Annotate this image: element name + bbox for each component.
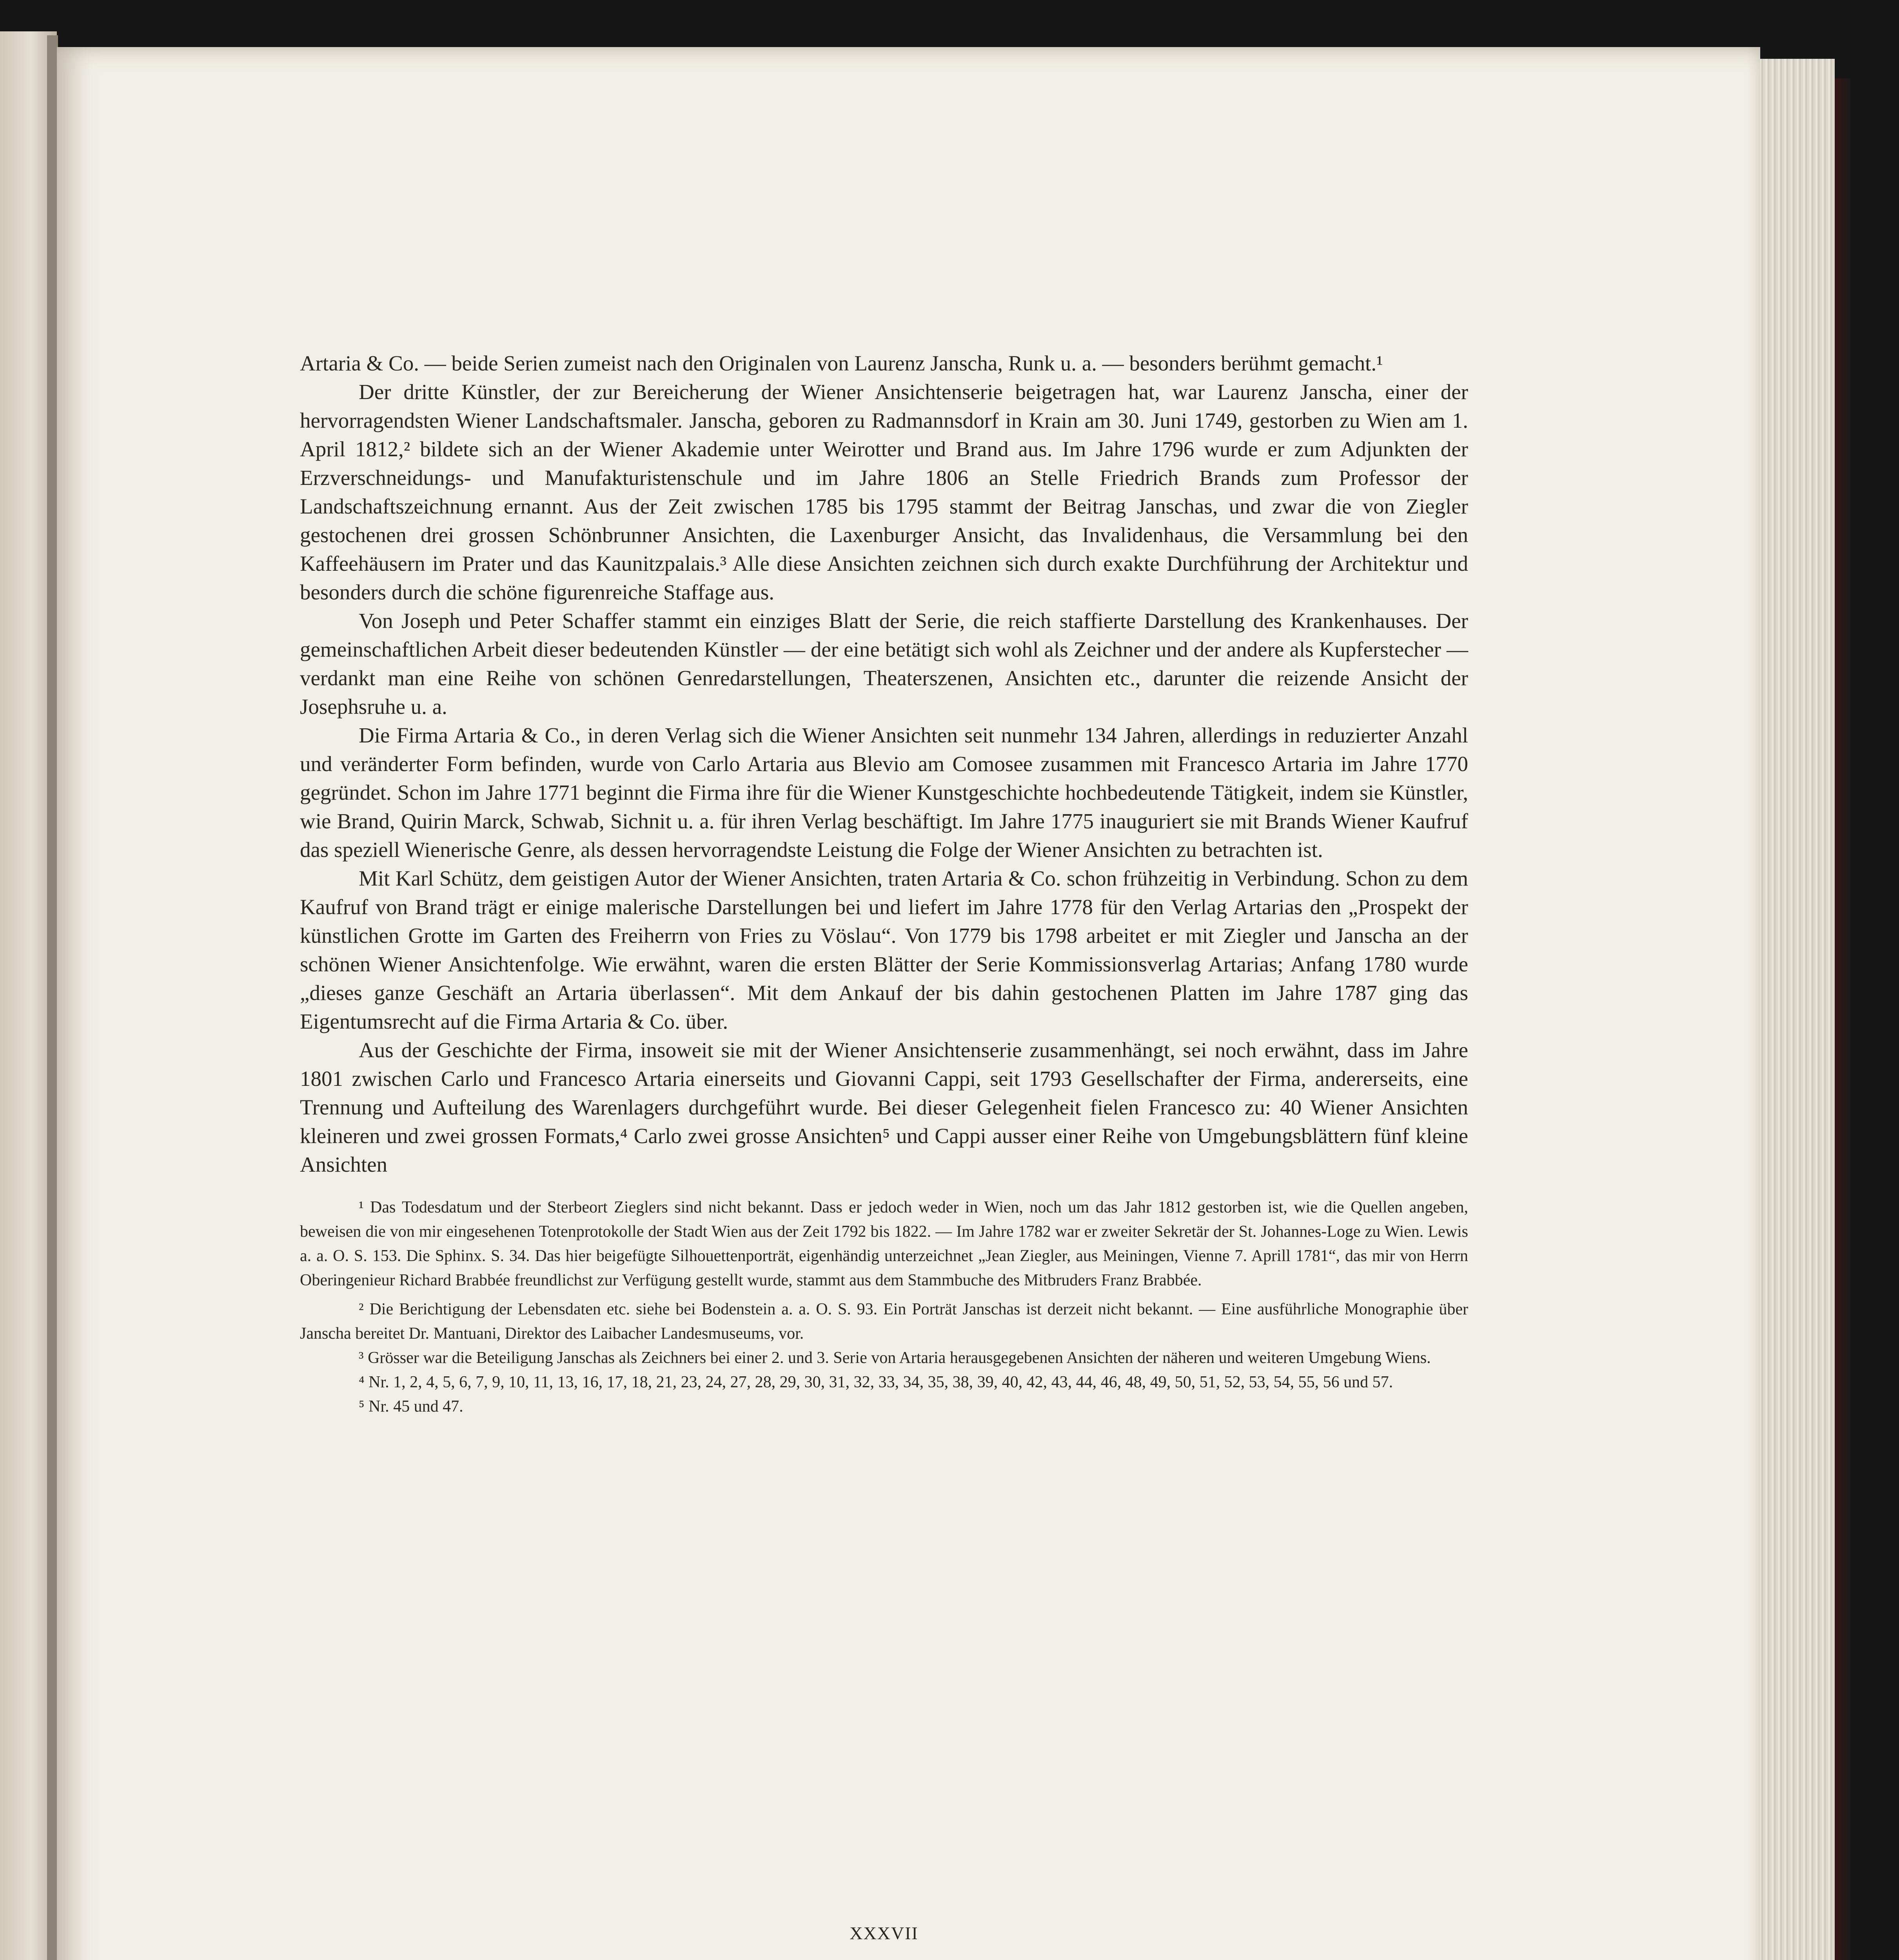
footnote: ³ Grösser war die Beteiligung Janschas als Zeichners bei einer 2. und 3. Serie von Artaria herausgegebenen Ansichten der näheren und weiteren Umgebung Wiens. xyxy=(359,1349,1431,1367)
footnote: ⁵ Nr. 45 und 47. xyxy=(359,1397,463,1416)
paragraph: Aus der Geschichte der Firma, insoweit sie mit der Wiener Ansichtenserie zusammenhängt, sei noch erwähnt, dass im Jahre 1801 zwischen Carlo und Francesco Artaria einerseits und Giovanni Cappi, seit 1793 Gesellschafter der Firma, andererseits, eine Trennung und Aufteilung des Warenlagers durchgeführt wurde. Bei dieser Gelegenheit fielen Francesco zu: 40 Wiener Ansichten kleineren und zwei grossen Formats,⁴ Carlo zwei grosse Ansichten⁵ und Cappi ausser einer Reihe von Umgebungsblättern fünf kleine Ansichten xyxy=(300,1038,1468,1176)
footnote: ² Die Berichtigung der Lebensdaten etc. siehe bei Bodenstein a. a. O. S. 93. Ein Porträt Janschas ist derzeit nicht bekannt. — Eine ausführliche Monographie über Janscha bereitet Dr. Mantuani, Direktor des Laibacher Landesmuseums, vor. xyxy=(300,1300,1468,1343)
book-gutter xyxy=(47,35,58,1960)
paragraph: Von Joseph und Peter Schaffer stammt ein einziges Blatt der Serie, die reich staffierte Darstellung des Krankenhauses. Der gemeinschaftlichen Arbeit dieser bedeutenden Künstler — der eine betätigt sich wohl als Zeichner und der andere als Kupferstecher — verdankt man eine Reihe von schönen Genredarstellungen, Theaterszenen, Ansichten etc., darunter die reizende Ansicht der Josephsruhe u. a. xyxy=(300,609,1468,719)
paragraph: Artaria & Co. — beide Serien zumeist nach den Originalen von Laurenz Janscha, Runk u. a. — besonders berühmt gemacht.¹ xyxy=(300,351,1383,375)
document-page xyxy=(57,47,1760,1960)
footnotes xyxy=(300,1195,1468,1419)
paragraph: Die Firma Artaria & Co., in deren Verlag sich die Wiener Ansichten seit nunmehr 134 Jahren, allerdings in reduzierter Anzahl und veränderter Form befinden, wurde von Carlo Artaria aus Blevio am Comosee zusammen mit Francesco Artaria im Jahre 1770 gegründet. Schon im Jahre 1771 beginnt die Firma ihre für die Wiener Kunstgeschichte hochbedeutende Tätigkeit, indem sie Künstler, wie Brand, Quirin Marck, Schwab, Sichnit u. a. für ihren Verlag beschäftigt. Im Jahre 1775 inauguriert sie mit Brands Wiener Kaufruf das speziell Wienerische Genre, als dessen hervorragendste Leistung die Folge der Wiener Ansichten zu betrachten ist. xyxy=(300,723,1468,862)
paragraph: Mit Karl Schütz, dem geistigen Autor der Wiener Ansichten, traten Artaria & Co. schon frühzeitig in Verbindung. Schon zu dem Kaufruf von Brand trägt er einige malerische Darstellungen bei und liefert im Jahre 1778 für den Verlag Artarias den „Prospekt der künstlichen Grotte im Garten des Freiherrn von Fries zu Vöslau“. Von 1779 bis 1798 arbeitet er mit Ziegler und Janscha an der schönen Wiener Ansichtenfolge. Wie erwähnt, waren die ersten Blätter der Serie Kommissionsverlag Artarias; Anfang 1780 wurde „dieses ganze Geschäft an Artaria überlassen“. Mit dem Ankauf der bis dahin gestochenen Platten im Jahre 1787 ging das Eigentumsrecht auf die Firma Artaria & Co. über. xyxy=(300,866,1468,1033)
footnote: ¹ Das Todesdatum und der Sterbeort Zieglers sind nicht bekannt. Dass er jedoch weder in Wien, noch um das Jahr 1812 gestorben ist, wie die Quellen angeben, beweisen die von mir eingesehenen Totenprotokolle der Stadt Wien aus der Zeit 1792 bis 1822. — Im Jahre 1782 war er zweiter Sekretär der St. Johannes-Loge zu Wien. Lewis a. a. O. S. 153. Die Sphinx. S. 34. Das hier beigefügte Silhouettenporträt, eigenhändig unterzeichnet „Jean Ziegler, aus Meiningen, Vienne 7. Aprill 1781“, das mir von Herrn Oberingenieur Richard Brabbée freundlichst zur Verfügung gestellt wurde, stammt aus dem Stammbuche des Mitbruders Franz Brabbée. xyxy=(300,1198,1468,1289)
paragraph: Der dritte Künstler, der zur Bereicherung der Wiener Ansichtenserie beigetragen hat, war Laurenz Janscha, einer der hervorragendsten Wiener Landschaftsmaler. Janscha, geboren zu Radmannsdorf in Krain am 30. Juni 1749, gestorben zu Wien am 1. April 1812,² bildete sich an der Wiener Akademie unter Weirotter und Brand aus. Im Jahre 1796 wurde er zum Adjunkten der Erzverschneidungs- und Manufakturistenschule und im Jahre 1806 an Stelle Friedrich Brands zum Professor der Landschaftszeichnung ernannt. Aus der Zeit zwischen 1785 bis 1795 stammt der Beitrag Janschas, und zwar die von Ziegler gestochenen drei grossen Schönbrunner Ansichten, die Laxenburger Ansicht, das Invalidenhaus, die Versammlung bei den Kaffeehäusern im Prater und das Kaunitzpalais.³ Alle diese Ansichten zeichnen sich durch exakte Durchführung der Architektur und besonders durch die schöne figurenreiche Staffage aus. xyxy=(300,380,1468,604)
page-number: XXXVII xyxy=(850,1923,919,1943)
body-text xyxy=(300,349,1468,1179)
footnote: ⁴ Nr. 1, 2, 4, 5, 6, 7, 9, 10, 11, 13, 16, 17, 18, 21, 23, 24, 27, 28, 29, 30, 31, 32, 33, 34, 35, 38, 39, 40, 42, 43, 44, 46, 48, 49, 50, 51, 52, 53, 54, 55, 56 und 57. xyxy=(359,1373,1393,1391)
page-content xyxy=(300,349,1468,1943)
